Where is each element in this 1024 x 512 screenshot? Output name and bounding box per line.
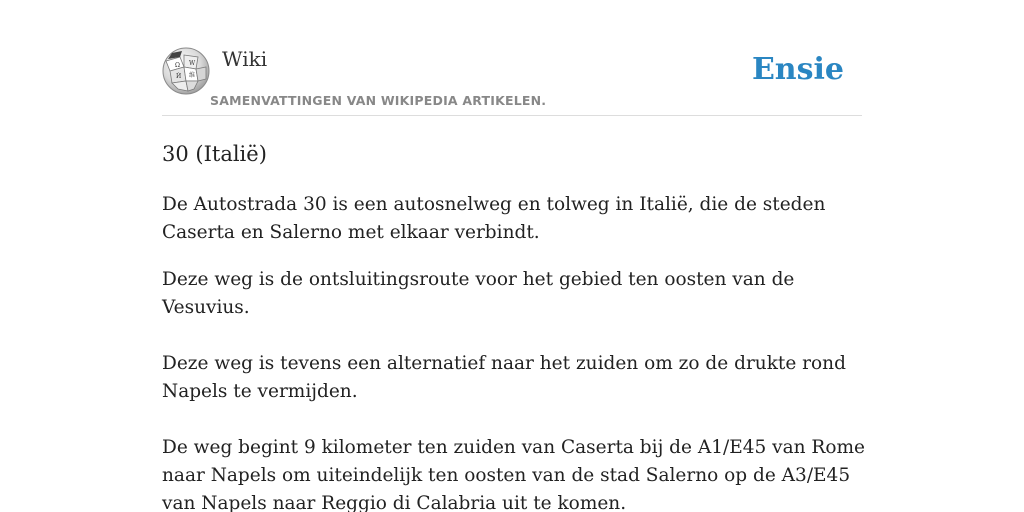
article-body: [162, 138, 866, 512]
svg-text:Ѝ: Ѝ: [176, 73, 182, 80]
wikipedia-globe-icon[interactable]: [162, 47, 210, 95]
site-tagline: SAMENVATTINGEN VAN WIKIPEDIA ARTIKELEN.: [210, 93, 547, 108]
svg-text:W: W: [189, 60, 196, 67]
article-paragraph: Deze weg is tevens een alternatief naar het zuiden om zo de drukte rond Napels te vermijden.: [162, 353, 846, 402]
svg-text:Ω: Ω: [175, 62, 180, 69]
article-title: 30 (Italië): [162, 142, 267, 166]
brand-ensie-link[interactable]: Ensie: [751, 52, 844, 87]
article-paragraph: Deze weg is de ontsluitingsroute voor het gebied ten oosten van de Vesuvius.: [162, 269, 795, 318]
article-paragraph: De weg begint 9 kilometer ten zuiden van Caserta bij de A1/E45 van Rome naar Napels om uiteindelijk ten oosten van de stad Salerno op de A3/E45 van Napels naar Reggio di Calabria uit te komen.: [162, 437, 865, 512]
brand-wiki[interactable]: Wiki: [222, 47, 268, 71]
site-header: [162, 0, 862, 116]
svg-text:维: 维: [189, 72, 196, 79]
article-summary: De Autostrada 30 is een autosnelweg en tolweg in Italië, die de steden Caserta en Salerno met elkaar verbindt.: [162, 194, 826, 243]
